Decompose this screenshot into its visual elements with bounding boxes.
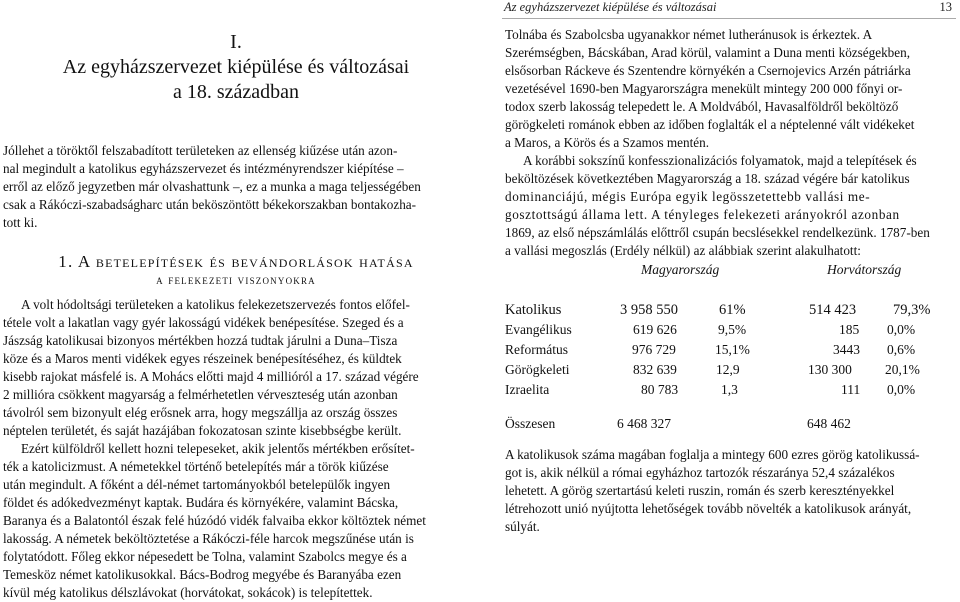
- hu-count: 619 626: [633, 322, 677, 337]
- text-line: beköltözések következtében Magyarország a 18. század végére bár katolikus: [505, 171, 910, 186]
- section-title-line-1: A betelepítések és bevándorlások hatása: [77, 252, 414, 271]
- hu-count: 80 783: [641, 382, 679, 397]
- table-row: [502, 302, 956, 322]
- hr-percent: 0,0%: [887, 322, 916, 337]
- column-header-hungary: Magyarország: [641, 262, 720, 277]
- text-line: lehetett. A görög szertartású keleti ruszin, román és szerb keresztényekkel: [505, 483, 895, 498]
- table-total-row: [502, 416, 956, 436]
- text-line: után megindult. A főként a dél-német tartományokból betelepülők ingyen: [3, 477, 391, 492]
- text-line: súlyát.: [505, 519, 540, 534]
- text-line: erről az előző jegyzetben már olvashattunk –, ez a munka a maga teljességében: [3, 179, 421, 194]
- table-row: [502, 322, 956, 342]
- row-label: Görögkeleti: [505, 362, 570, 377]
- text-line: lakosság. A németek beköltöztetése a Rákóczi-féle harcok megszűnése után is: [3, 531, 414, 546]
- hu-percent: 15,1%: [715, 342, 750, 357]
- hr-count: 648 462: [807, 416, 851, 431]
- text-line: tétele volt a lakatlan vagy gyér lakosságú vidékek benépesítése. Szeged és a: [3, 315, 404, 330]
- text-line: néptelen területét, és saját hazájában fokozatosan szinte kisebbségbe került.: [3, 423, 402, 438]
- hu-percent: 9,5%: [718, 322, 747, 337]
- row-label: Evangélikus: [505, 322, 572, 337]
- column-header-croatia: Horvátország: [827, 262, 902, 277]
- hu-count: 832 639: [633, 362, 677, 377]
- hr-percent: 0,6%: [887, 342, 916, 357]
- text-line: todox szerb lakosság telepedett le. A Moldvából, Havasalföldről beköltöző: [505, 99, 899, 114]
- text-line: elsősorban Ráckeve és Szentendre környékén a Csernojevics Arzén pátriárka: [505, 63, 911, 78]
- table-row: [502, 362, 956, 382]
- text-line: gosztottságú állama lett. A tényleges felekezeti arányokról azonban: [505, 207, 900, 222]
- text-line: kívül még katolikus délszlávokat (horvátokat, sokácok) is telepítettek.: [3, 585, 373, 600]
- text-line: csak a Rákóczi-szabadságharc után beköszöntött békekorszakban bontakozha-: [3, 197, 417, 212]
- text-line: got is, akik nélkül a római egyházhoz tartozók részaránya 52,4 százalékos: [505, 465, 895, 480]
- hu-count: 3 958 550: [620, 302, 678, 318]
- hu-count: 6 468 327: [617, 416, 671, 431]
- hr-count: 111: [841, 382, 861, 397]
- hu-percent: 61%: [719, 302, 746, 318]
- text-line: görögkeleti románok ebben az időben foglalták el a néptelenné vált vidékeket: [505, 117, 915, 132]
- text-line: Baranya és a Balatontól észak felé húzódó vidék falvaiba ekkor költöztek német: [3, 513, 426, 528]
- chapter-number: I.: [230, 31, 242, 53]
- text-line: Jóllehet a töröktől felszabadított területeken az ellenség kiűzése után azon-: [3, 143, 398, 158]
- running-head: Az egyházszervezet kiépülése és változásai: [504, 0, 717, 14]
- text-line: Temesköz német katolikusokkal. Bács-Bodrog megyébe és Baranyába ezen: [3, 567, 402, 582]
- row-label: Izraelita: [505, 382, 550, 397]
- running-header: [502, 0, 956, 19]
- hr-count: 514 423: [809, 302, 857, 318]
- hu-percent: 12,9: [716, 362, 740, 377]
- table-row: [502, 342, 956, 362]
- hr-count: 185: [839, 322, 860, 337]
- text-line: A katolikusok száma magában foglalja a mintegy 600 ezres görög katolikussá-: [505, 447, 920, 462]
- hu-count: 976 729: [632, 342, 676, 357]
- hr-percent: 79,3%: [893, 302, 931, 318]
- section-heading-line-1: [0, 252, 472, 272]
- text-line: távolról sem bizonyult elég erősnek arra, hogy megszállja az ország összes: [3, 405, 398, 420]
- text-line: köze és a Maros menti vidékek egyes részeinek benépesítéséhez, és küldtek: [3, 351, 402, 366]
- hr-count: 130 300: [808, 362, 852, 377]
- text-line: 2 millióra csökkent magyarság a felmérhetetlen vérveszteség után azonban: [3, 387, 398, 402]
- text-line: vezetésével 1690-ben Magyarországra menekült mintegy 200 000 főnyi or-: [505, 81, 903, 96]
- text-line: Szerémségben, Bácskában, Arad körül, valamint a Duna menti községekben,: [505, 45, 911, 60]
- text-line: tott ki.: [3, 215, 38, 230]
- text-line: Jászság katolikusai bizonyos mértékben hozzá tudtak járulni a Duna–Tisza: [3, 333, 398, 348]
- hr-percent: 0,0%: [887, 382, 916, 397]
- row-label: Református: [505, 342, 568, 357]
- text-line: földet és adókedvezményt kaptak. Budára és környékére, valamint Bácska,: [3, 495, 399, 510]
- chapter-title-line-2: a 18. században: [172, 81, 300, 103]
- section-title-line-2: a felekezeti viszonyokra: [156, 272, 316, 287]
- row-label: Összesen: [505, 416, 556, 431]
- row-label: Katolikus: [505, 302, 562, 318]
- text-line: Tolnába és Szabolcsba ugyanakkor német lutheránusok is érkeztek. A: [505, 27, 873, 42]
- text-line: dominanciájú, mégis Európa egyik legösszetettebb vallási me-: [505, 189, 871, 204]
- text-line: létrehozott unió nyújtotta lehetőségek tovább növelték a katolikusok arányát,: [505, 501, 912, 516]
- text-line: a Maros, a Körös és a Szamos mentén.: [505, 135, 709, 150]
- hu-percent: 1,3: [721, 382, 738, 397]
- hr-count: 3443: [833, 342, 860, 357]
- text-line: 1869, az első népszámlálás előttről csupán becslésekkel rendelkezünk. 1787-ben: [505, 225, 930, 240]
- table-row: [502, 382, 956, 402]
- text-line: nal megindult a katolikus egyházszervezet és intézményrendszer kiépítése –: [3, 161, 404, 176]
- page-number: 13: [939, 0, 952, 14]
- text-line: ték a katolicizmust. A németekkel történő betelepítés már a török kiűzése: [3, 459, 389, 474]
- text-line: folytatódott. Főleg ekkor népesedett be Tolna, valamint Szabolcs megye és a: [3, 549, 407, 564]
- text-line: kisebb rajokat másfelé is. A Mohács előtti majd 4 millióról a 17. század végére: [3, 369, 419, 384]
- hr-percent: 20,1%: [885, 362, 920, 377]
- text-line: A volt hódoltsági területeken a katolikus felekezetszervezés fontos előfel-: [21, 297, 410, 312]
- chapter-title-line-1: Az egyházszervezet kiépülése és változásai: [62, 56, 410, 78]
- text-line: Ezért külföldről kellett hozni telepeseket, akik jelentős mértékben erősítet-: [21, 441, 415, 456]
- text-line: A korábbi sokszínű konfesszionalizációs folyamatok, majd a telepítések és: [523, 153, 917, 168]
- section-number: 1.: [58, 252, 74, 271]
- text-line: a vallási megoszlás (Erdély nélkül) az alábbiak szerint alakulhatott:: [505, 243, 861, 258]
